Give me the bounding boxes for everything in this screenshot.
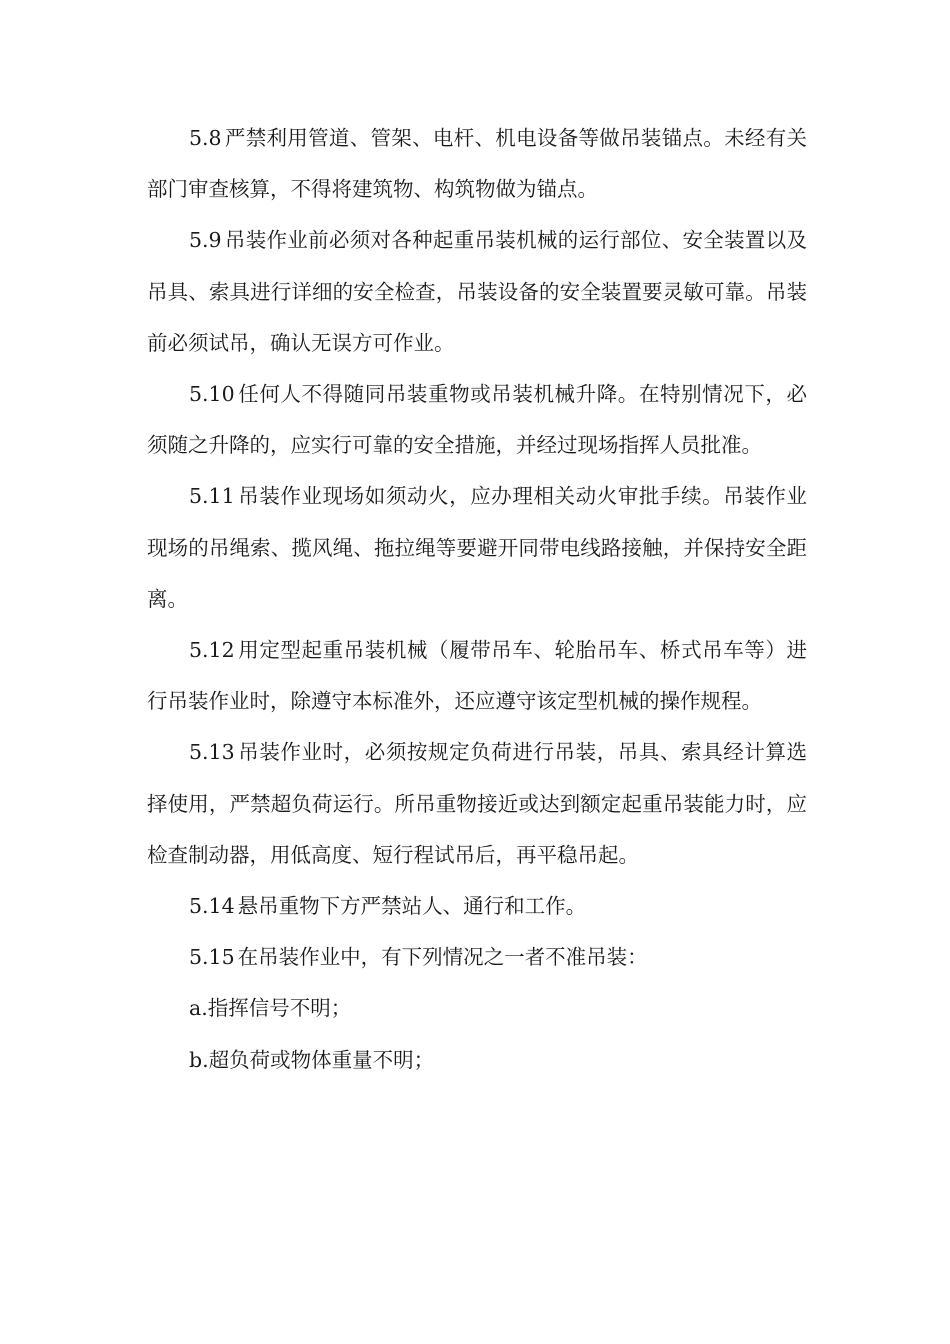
paragraph-5-8 (147, 113, 807, 215)
paragraph-5-10 (147, 369, 807, 471)
paragraph-5-14 (147, 881, 807, 932)
clause-number: 5.11 (189, 484, 235, 509)
list-item-b (147, 1035, 807, 1086)
clause-text: 用定型起重吊装机械（履带吊车、轮胎吊车、桥式吊车等）进行吊装作业时，除遵守本标准外，还应遵守该定型机械的操作规程。 (147, 638, 807, 714)
clause-text: 吊装作业现场如须动火，应办理相关动火审批手续。吊装作业现场的吊绳索、揽风绳、拖拉绳等要避开同带电线路接触，并保持安全距离。 (147, 484, 807, 611)
document-body (147, 113, 807, 1086)
clause-text: 悬吊重物下方严禁站人、通行和工作。 (237, 894, 587, 919)
clause-number: 5.14 (189, 894, 235, 919)
clause-number: 5.8 (189, 126, 222, 150)
clause-text: 任何人不得随同吊装重物或吊装机械升降。在特别情况下，必须随之升降的，应实行可靠的安全措施，并经过现场指挥人员批准。 (147, 382, 807, 458)
paragraph-5-12 (147, 625, 807, 727)
paragraph-5-13 (147, 727, 807, 881)
clause-number: 5.15 (189, 945, 235, 970)
clause-number: 5.10 (189, 382, 235, 407)
clause-text: 在吊装作业中，有下列情况之一者不准吊装： (237, 945, 648, 970)
list-marker: b. (189, 1047, 209, 1072)
paragraph-5-11 (147, 471, 807, 625)
clause-text: 吊装作业时，必须按规定负荷进行吊装，吊具、索具经计算选择使用，严禁超负荷运行。所吊重物接近或达到额定起重吊装能力时，应检查制动器，用低高度、短行程试吊后，再平稳吊起。 (147, 740, 807, 867)
list-item-text: 指挥信号不明； (207, 996, 352, 1021)
clause-number: 5.9 (189, 228, 222, 253)
paragraph-5-15 (147, 932, 807, 983)
list-marker: a. (189, 996, 208, 1021)
paragraph-5-9 (147, 215, 807, 369)
list-item-text: 超负荷或物体重量不明； (208, 1047, 435, 1072)
list-item-a (147, 983, 807, 1034)
clause-number: 5.13 (189, 740, 235, 765)
clause-text: 吊装作业前必须对各种起重吊装机械的运行部位、安全装置以及吊具、索具进行详细的安全检查，吊装设备的安全装置要灵敏可靠。吊装前必须试吊，确认无误方可作业。 (147, 228, 807, 355)
clause-number: 5.12 (189, 638, 235, 663)
clause-text: 严禁利用管道、管架、电杆、机电设备等做吊装锚点。未经有关部门审查核算，不得将建筑物、构筑物做为锚点。 (147, 126, 807, 202)
